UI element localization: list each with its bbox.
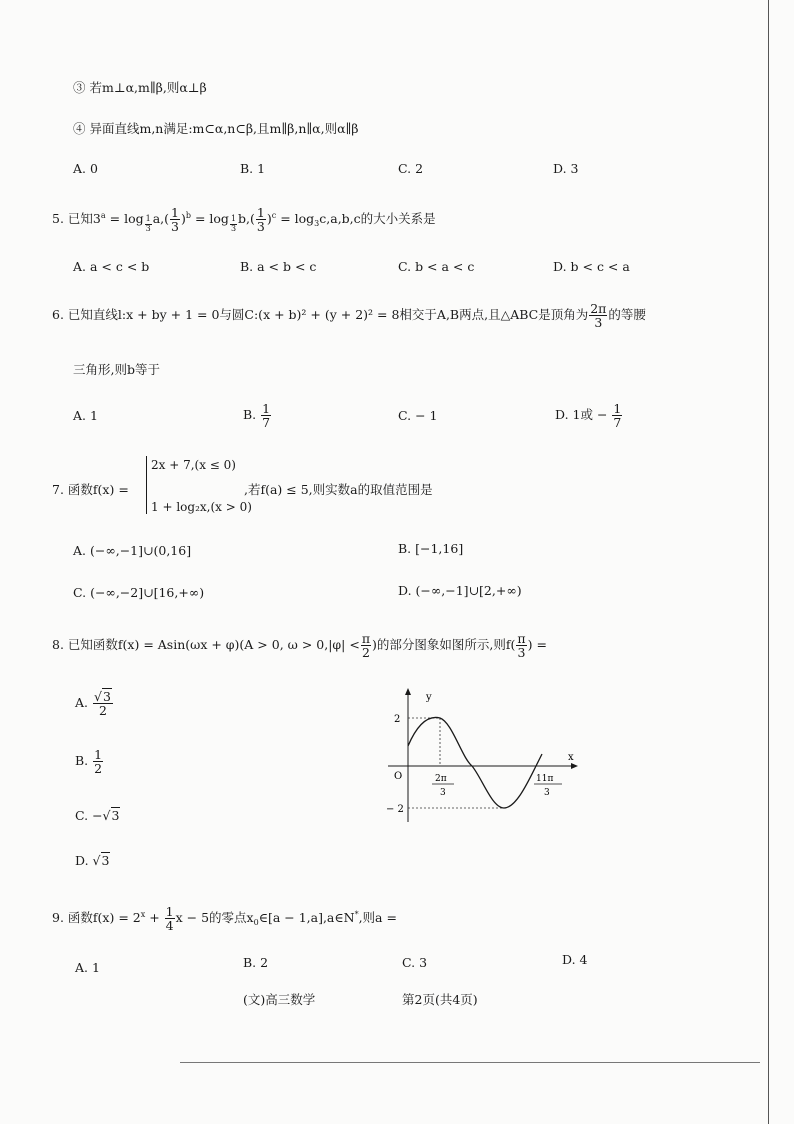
q6-option-a: A. 1 [73, 408, 98, 423]
q9-frac-den: 4 [165, 918, 174, 934]
q9-stem: 9. 函数$f(x) = 2^x$ + $\frac{1}{4}$ x − 5的零点$x_0\in[a$ − 1,a],a∈N*,则a = [52, 904, 397, 934]
q6-number: 6. [52, 307, 64, 323]
q8-sine-graph [380, 688, 580, 828]
q8-arg-num: π [517, 631, 526, 646]
q7-case-1: 2x + 7,(x ≤ 0) [151, 458, 236, 472]
q9-number: 9. [52, 910, 64, 926]
q6-stem-line2: 三角形,则b等于 [73, 362, 160, 377]
q7-option-a: A. (−∞,−1]∪(0,16] [73, 543, 192, 558]
q8-optb-label: B. [75, 753, 89, 769]
q9-option-d: D. 4 [562, 952, 588, 967]
footer-page-number: 第2页(共4页) [402, 992, 478, 1007]
q9-stem-d: ,则a = [358, 910, 397, 926]
q9-stem-c: ∈[a − 1,a],a∈N [258, 910, 355, 926]
q8-optc-rad: 3 [111, 808, 120, 823]
y-label: y [426, 692, 432, 703]
q6-option-b-label: B. [243, 407, 257, 423]
q8-stem-d: ) = [527, 637, 547, 653]
q5-option-d: D. b < c < a [553, 259, 630, 274]
q7-option-c: C. (−∞,−2]∪[16,+∞) [73, 585, 205, 600]
q6-option-b [243, 402, 272, 429]
y-max-label: 2 [394, 714, 401, 725]
q6-option-c: C. − 1 [398, 408, 438, 423]
bottom-scan-line [180, 1062, 760, 1063]
q8-optb-den: 2 [94, 761, 103, 777]
q4-option-d: D. 3 [553, 161, 579, 176]
q9-option-c: C. 3 [402, 955, 428, 970]
q5-stem: 5. 已知$3^a = \log$ $_{\frac{1}{3}}$ a,( $\frac{1}{3}$ )$^b$ = log $_{\frac{1}{3}}$ b,( $\frac{1}{3}$ )$^c = \log_3c,a,b,c$的大小关系是 [52, 205, 436, 235]
q6-option-d-label: D. 1或 − [555, 407, 608, 423]
q4-option-a: A. 0 [73, 161, 98, 176]
q6-stem-a: 已知直线l:x + by + 1 = 0与圆C:(x + b)² + (y + 2)² = 8相交于A,B两点,且△ABC是顶角为 [67, 307, 589, 323]
q6-stem-line1 [52, 302, 646, 329]
q7-stem-suffix: ,若f(a) ≤ 5,则实数a的取值范围是 [244, 482, 433, 497]
q8-two: 2 [361, 645, 370, 661]
q8-optc-label: C. − [75, 808, 103, 823]
q8-opta-label: A. [75, 695, 89, 711]
tick2-den: 3 [544, 788, 550, 798]
x-axis-arrow [571, 763, 578, 769]
tick1-num: 2π [435, 774, 447, 784]
q7-brace [146, 456, 147, 514]
q8-arg-den: 3 [517, 645, 526, 661]
q8-stem-a: 已知函数f(x) = Asin(ωx + φ)(A > 0, ω > 0,|φ| < [67, 637, 360, 653]
q6-angle-den: 3 [594, 315, 603, 331]
q4-option-c: C. 2 [398, 161, 424, 176]
statement-3: ③ 若m⊥α,m∥β,则α⊥β [73, 80, 207, 95]
q8-option-a: A. $\frac{√3}{2}$ [75, 689, 111, 719]
q9-stem-b: x − 5的零点x [175, 910, 254, 926]
q6-optb-den: 7 [262, 415, 271, 431]
q7-function: 函数f(x) = [67, 482, 129, 497]
q8-optb-num: 1 [94, 747, 103, 762]
q5-stem-prefix: 已知3 [67, 211, 101, 227]
q8-optd-rad: 3 [101, 853, 110, 868]
right-scan-edge [768, 0, 769, 1124]
x-label: x [568, 752, 574, 763]
q5-number: 5. [52, 211, 64, 227]
q5-option-c: C. b < a < c [398, 259, 475, 274]
tick1-den: 3 [440, 788, 446, 798]
q8-option-d: D. √3 [75, 853, 110, 868]
q9-option-b: B. 2 [243, 955, 269, 970]
q7-option-d: D. (−∞,−1]∪[2,+∞) [398, 583, 522, 598]
q9-option-a: A. 1 [75, 960, 100, 975]
q9-frac-num: 1 [165, 904, 174, 919]
q6-optd-num: 1 [613, 401, 622, 416]
q8-opta-rad: 3 [102, 689, 111, 704]
q8-opta-den: 2 [98, 703, 107, 719]
q8-number: 8. [52, 637, 64, 653]
q6-optd-den: 7 [613, 415, 622, 431]
q8-option-b [75, 748, 104, 775]
q8-stem [52, 632, 547, 659]
y-min-label: − 2 [386, 804, 404, 815]
q6-option-d [555, 402, 623, 429]
statement-4: ④ 异面直线m,n满足:m⊂α,n⊂β,且m∥β,n∥α,则α∥β [73, 121, 359, 136]
footer-subject: (文)高三数学 [243, 992, 316, 1007]
q7-number: 7. [52, 482, 64, 497]
q6-angle-num: 2π [590, 301, 607, 316]
q5-option-b: B. a < b < c [240, 259, 317, 274]
tick2-num: 11π [536, 774, 554, 784]
q8-option-c: C. −√3 [75, 808, 120, 823]
y-axis-arrow [405, 688, 411, 695]
q4-option-b: B. 1 [240, 161, 266, 176]
q6-optb-num: 1 [262, 401, 271, 416]
q7-case-2: 1 + log₂x,(x > 0) [151, 500, 252, 514]
q7-option-b: B. [−1,16] [398, 541, 464, 556]
sine-curve [408, 717, 542, 808]
q6-stem-b: 的等腰 [608, 307, 646, 323]
q5-option-a: A. a < c < b [73, 259, 150, 274]
q7-stem-prefix [52, 480, 129, 498]
q8-optd-label: D. [75, 853, 89, 868]
q5-stem-tail: ,a,b,c的大小关系是 [326, 211, 436, 227]
origin-label: O [394, 771, 403, 782]
q8-pi: π [361, 631, 371, 646]
q8-stem-b: )的部分图象如图所示,则f( [372, 637, 516, 653]
q9-stem-a: 函数f(x) = 2 [67, 910, 141, 926]
